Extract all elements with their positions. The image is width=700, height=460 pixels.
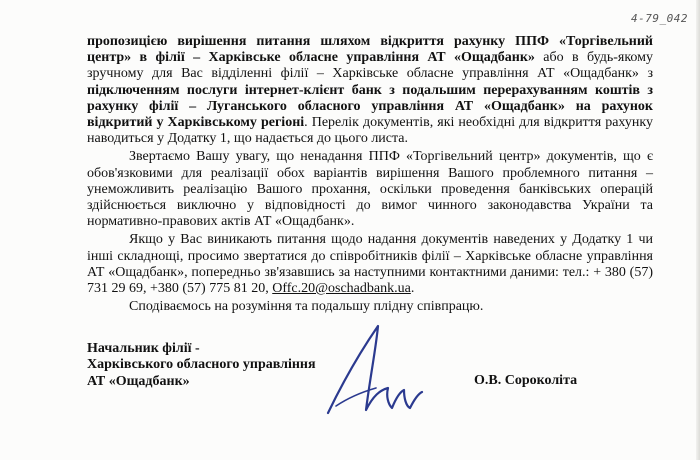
signature-title-line-3: АТ «Ощадбанк» xyxy=(87,373,190,389)
paragraph-3-end: . xyxy=(410,281,415,297)
signature-title-line-2: Харківського обласного управління xyxy=(87,357,316,373)
paragraph-1-mid: або в будь-якому зручному для Вас відділенні філії – Харківське обласне управління АТ «Ощадбанк» з xyxy=(87,50,653,82)
paragraph-3 xyxy=(87,232,653,297)
paragraph-1-bold-1: пропозицією вирішення питання шляхом відкриття рахунку ППФ «Торгівельний центр» в філії – Харківське обласне управління АТ «Ощадбанк» xyxy=(87,34,653,66)
paragraph-3-text: Якщо у Вас виникають питання щодо надання документів наведених у Додатку 1 чи інші складнощі, просимо звертатися до співробітників філії – Харківське обласне управління АТ «Ощадбанк», попередньо зв'язавшись за наступними контактними даними: тел.: + 380 (57) 731 29 69, +380 (57) 775 81 20, xyxy=(87,232,653,297)
signature-title-line-1: Начальник філії - xyxy=(87,341,200,356)
signature-title-block xyxy=(87,341,316,390)
paragraph-1-rest: . Перелік документів, які необхідні для відкриття рахунку наводиться у Додатку 1, що надається до цього листа. xyxy=(87,115,653,147)
page-edge xyxy=(696,0,700,460)
paragraph-2: Звертаємо Вашу увагу, що ненадання ППФ «Торгівельний центр» документів, що є обов'язковими для реалізації обох варіантів вирішення Вашого проблемного питання – унеможливить реалізацію Вашого прохання, оскільки проведення банківських операцій здійснюється виключно у відповідності до вимог чинного законодавства України та нормативно-правових актів АТ «Ощадбанк». xyxy=(87,149,653,230)
handwritten-signature xyxy=(318,318,453,428)
letter-body xyxy=(87,34,653,315)
contact-email-link[interactable]: Offc.20@oschadbank.ua xyxy=(272,281,411,297)
paragraph-1-bold-2: підключенням послуги інтернет-клієнт банк з подальшим перерахуванням коштів з рахунку філії – Луганського обласного управління АТ «Ощадбанк» на рахунок відкритий у Харківському регіоні xyxy=(87,82,653,131)
signatory-name: О.В. Сороколіта xyxy=(474,373,578,388)
document-id: 4-79_042 xyxy=(631,12,688,25)
paragraph-1 xyxy=(87,34,653,147)
paragraph-4: Сподіваємось на розуміння та подальшу плідну співпрацю. xyxy=(129,299,484,315)
